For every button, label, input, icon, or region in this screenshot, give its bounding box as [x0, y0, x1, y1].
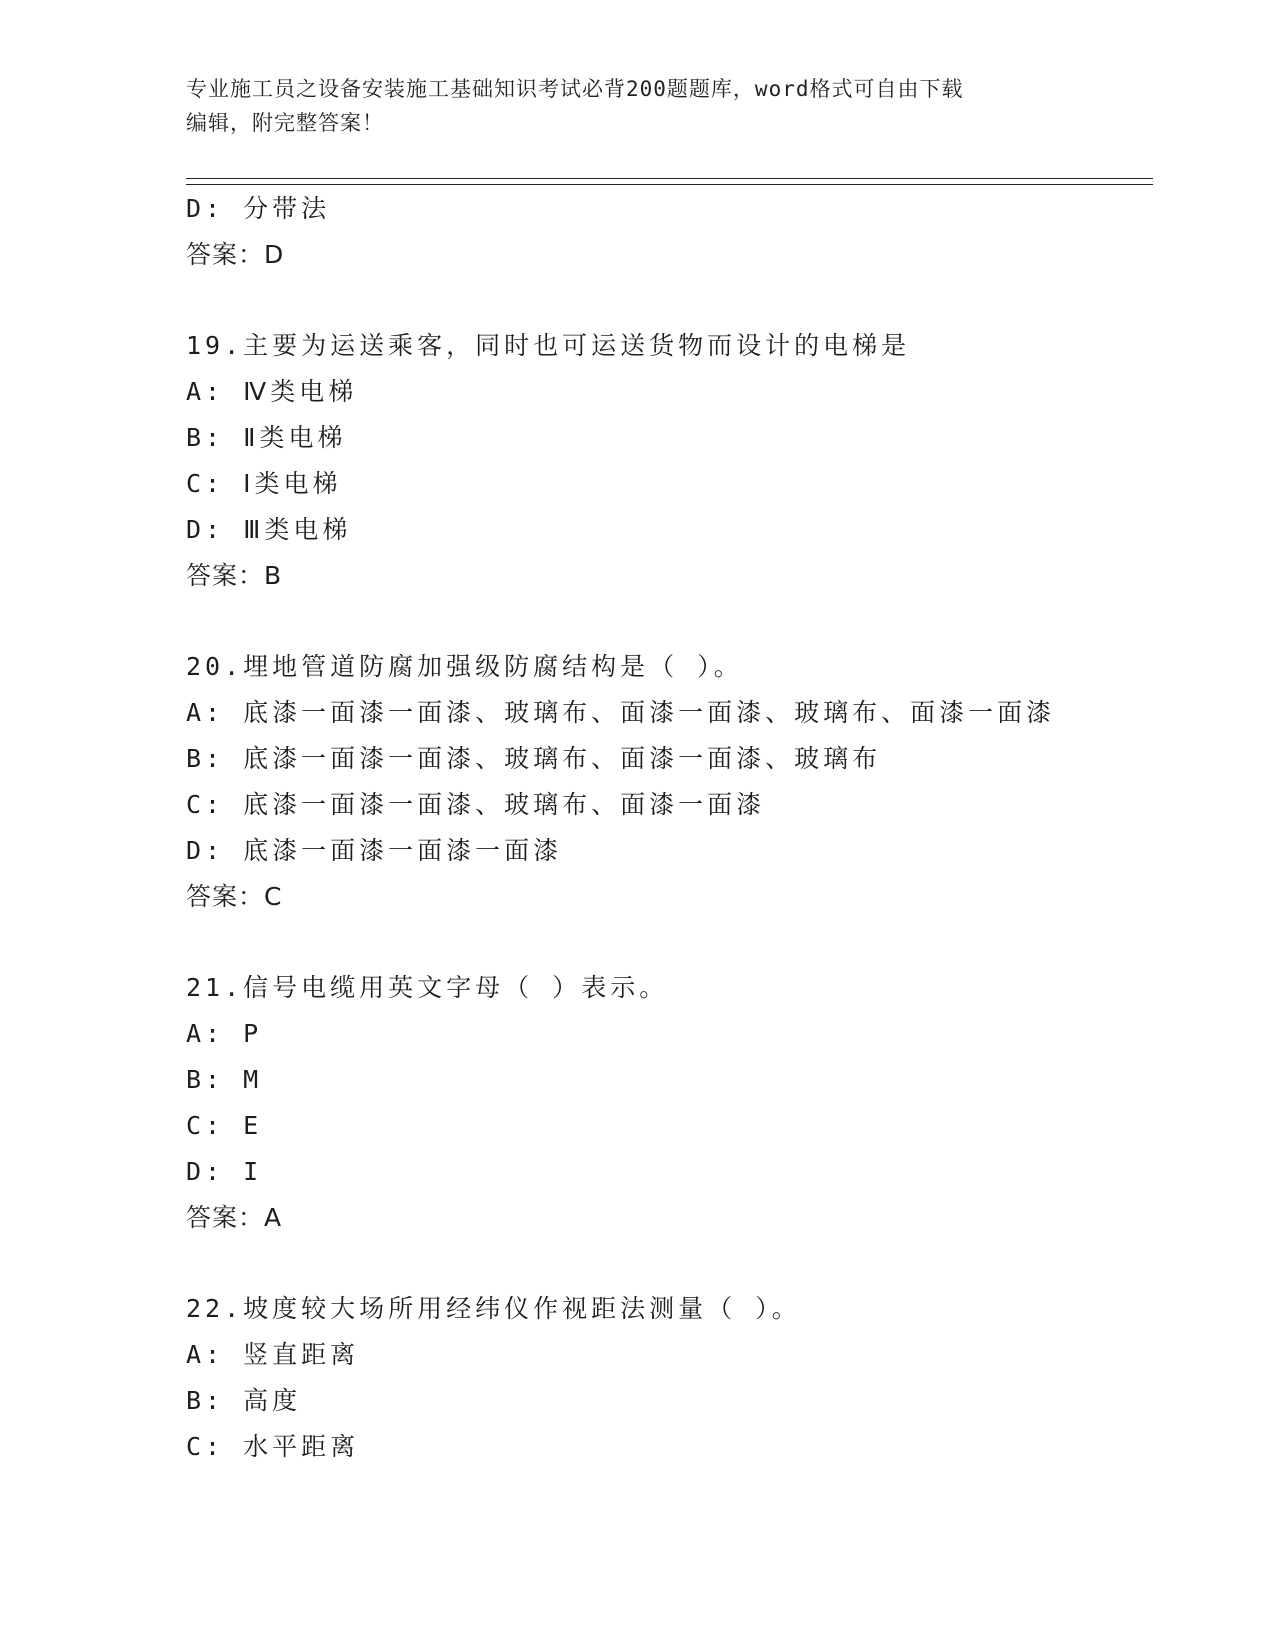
option-d: D: Ⅲ类电梯 — [186, 515, 352, 544]
option-b: B: 高度 — [186, 1386, 302, 1415]
question-stem: 20.埋地管道防腐加强级防腐结构是（ ）。 — [186, 652, 743, 681]
question-22 — [186, 1286, 1146, 1470]
option-a: A: P — [186, 1019, 263, 1048]
header-title-line-2: 编辑，附完整答案！ — [186, 111, 384, 135]
option-a: A: 竖直距离 — [186, 1340, 360, 1369]
question-stem: 21.信号电缆用英文字母（ ）表示。 — [186, 973, 669, 1002]
option-d: D: 分带法 — [186, 194, 331, 223]
document-body — [186, 186, 1146, 1470]
option-b: B: 底漆一面漆一面漆、玻璃布、面漆一面漆、玻璃布 — [186, 744, 882, 773]
option-b: B: M — [186, 1065, 263, 1094]
option-c: C: E — [186, 1111, 263, 1140]
option-d: D: 底漆一面漆一面漆一面漆 — [186, 836, 563, 865]
option-c: C: 底漆一面漆一面漆、玻璃布、面漆一面漆 — [186, 790, 766, 819]
answer-line: 答案：B — [186, 561, 283, 590]
continued-question — [186, 186, 1146, 278]
option-c: C: 水平距离 — [186, 1432, 360, 1461]
header-title-line-1: 专业施工员之设备安装施工基础知识考试必背200题题库，word格式可自由下载 — [186, 77, 964, 101]
option-d: D: I — [186, 1157, 263, 1186]
question-20 — [186, 644, 1146, 920]
question-19 — [186, 323, 1146, 599]
option-a: A: 底漆一面漆一面漆、玻璃布、面漆一面漆、玻璃布、面漆一面漆 — [186, 698, 1056, 727]
answer-line: 答案：A — [186, 1203, 283, 1232]
option-a: A: Ⅳ类电梯 — [186, 377, 358, 406]
option-b: B: Ⅱ类电梯 — [186, 423, 347, 452]
header-divider — [186, 178, 1153, 185]
answer-line: 答案：C — [186, 882, 283, 911]
question-stem: 22.坡度较大场所用经纬仪作视距法测量（ ）。 — [186, 1294, 801, 1323]
option-c: C: Ⅰ类电梯 — [186, 469, 342, 498]
question-stem: 19.主要为运送乘客，同时也可运送货物而设计的电梯是 — [186, 331, 911, 360]
question-21 — [186, 965, 1146, 1241]
document-header — [186, 72, 1066, 140]
answer-line: 答案：D — [186, 240, 285, 269]
